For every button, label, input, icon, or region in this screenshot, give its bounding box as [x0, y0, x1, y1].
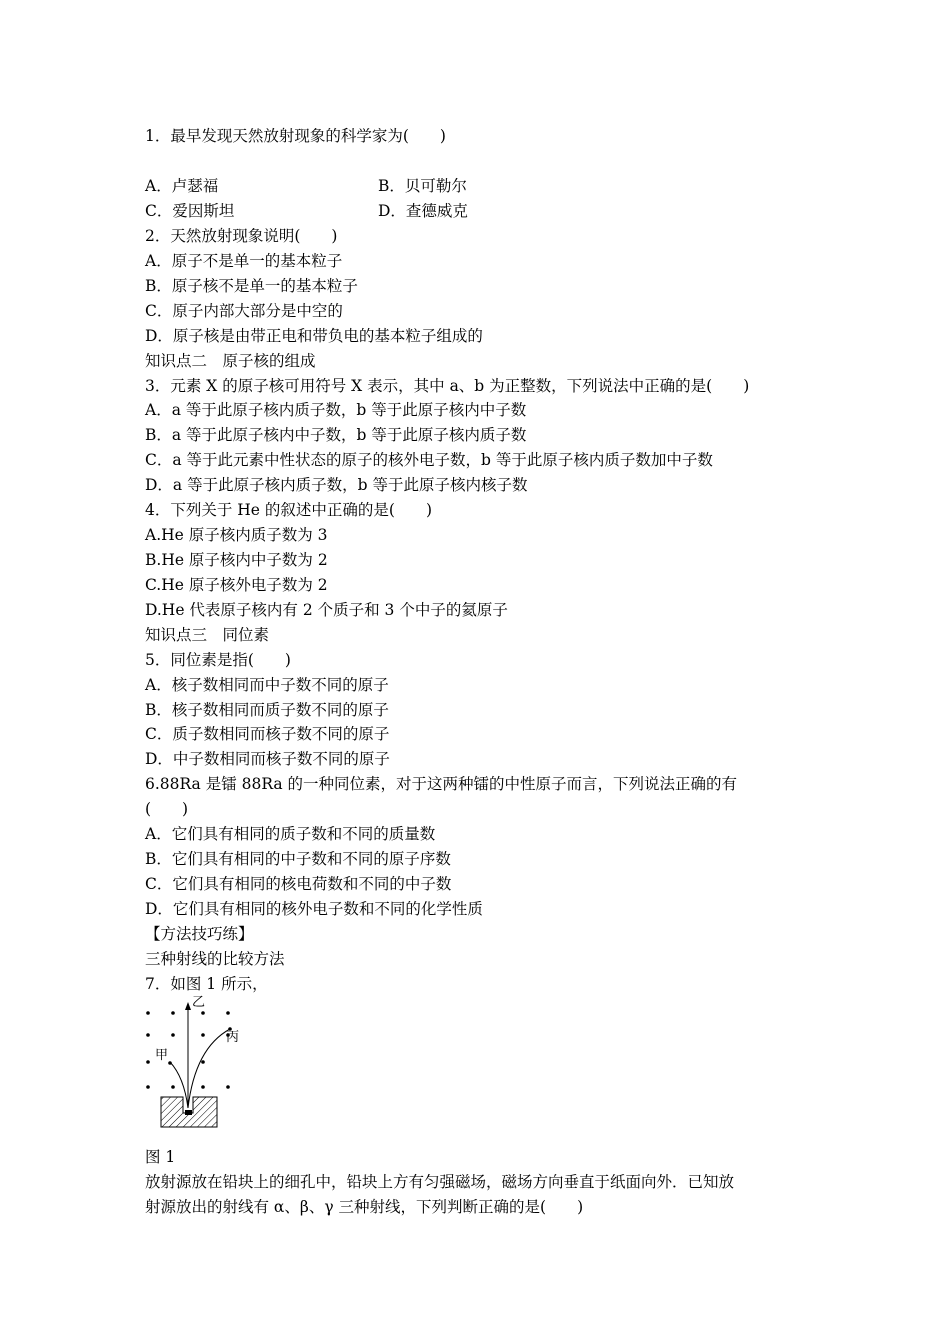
- ray-bing: [188, 1029, 230, 1108]
- label-yi: 乙: [192, 995, 206, 1010]
- figure-caption: 图 1: [145, 1148, 176, 1166]
- q4-option-c: C.He 原子核外电子数为 2: [145, 576, 328, 594]
- radioactive-source: [185, 1110, 192, 1115]
- q3-stem: 3．元素 X 的原子核可用符号 X 表示，其中 a、b 为正整数，下列说法中正确的是( ): [145, 377, 750, 395]
- q1-option-d: D．查德威克: [378, 202, 468, 220]
- q1-option-c: C．爱因斯坦: [145, 202, 235, 220]
- q2-stem: 2．天然放射现象说明( ): [145, 227, 338, 245]
- q6-option-a: A．它们具有相同的质子数和不同的质量数: [145, 825, 436, 843]
- q3-option-d: D．a 等于此原子核内质子数，b 等于此原子核内核子数: [145, 476, 528, 494]
- q1-option-b: B．贝可勒尔: [378, 177, 467, 195]
- q4-stem: 4．下列关于 He 的叙述中正确的是( ): [145, 501, 433, 519]
- q7-text-line1: 放射源放在铅块上的细孔中，铅块上方有匀强磁场，磁场方向垂直于纸面向外．已知放: [145, 1173, 735, 1191]
- q7-text-line2: 射源放出的射线有 α、β、γ 三种射线，下列判断正确的是( ): [145, 1198, 584, 1216]
- q4-option-d: D.He 代表原子核内有 2 个质子和 3 个中子的氦原子: [145, 601, 508, 619]
- label-jia: 甲: [155, 1048, 169, 1063]
- ray-yi-arrow: [185, 1002, 191, 1010]
- section-heading-3: 知识点三 同位素: [145, 626, 270, 644]
- section-heading-2: 知识点二 原子核的组成: [145, 352, 316, 370]
- q5-stem: 5．同位素是指( ): [145, 651, 291, 669]
- q3-option-a: A．a 等于此原子核内质子数，b 等于此原子核内中子数: [145, 401, 527, 419]
- q6-option-c: C．它们具有相同的核电荷数和不同的中子数: [145, 875, 452, 893]
- q5-option-c: C．质子数相同而核子数不同的原子: [145, 725, 390, 743]
- q4-option-b: B.He 原子核内中子数为 2: [145, 551, 328, 569]
- q3-option-b: B．a 等于此原子核内中子数，b 等于此原子核内质子数: [145, 426, 527, 444]
- q4-option-a: A.He 原子核内质子数为 3: [145, 526, 328, 544]
- method-heading: 【方法技巧练】: [145, 925, 254, 943]
- q1-option-a: A．卢瑟福: [145, 177, 219, 195]
- q2-option-a: A．原子不是单一的基本粒子: [145, 252, 343, 270]
- q2-option-d: D．原子核是由带正电和带负电的基本粒子组成的: [145, 327, 483, 345]
- magnetic-field-figure: [140, 993, 250, 1133]
- q7-stem: 7．如图 1 所示，: [145, 975, 268, 993]
- q6-stem-line1: 6.88Ra 是镭 88Ra 的一种同位素，对于这两种镭的中性原子而言，下列说法正确的有: [145, 775, 738, 793]
- q3-option-c: C．a 等于此元素中性状态的原子的核外电子数，b 等于此原子核内质子数加中子数: [145, 451, 713, 469]
- q2-option-b: B．原子核不是单一的基本粒子: [145, 277, 358, 295]
- method-topic: 三种射线的比较方法: [145, 950, 285, 968]
- q6-stem-line2: ( ): [145, 800, 189, 818]
- q5-option-d: D．中子数相同而核子数不同的原子: [145, 750, 390, 768]
- q6-option-d: D．它们具有相同的核外电子数和不同的化学性质: [145, 900, 483, 918]
- q5-option-a: A．核子数相同而中子数不同的原子: [145, 676, 389, 694]
- q5-option-b: B．核子数相同而质子数不同的原子: [145, 701, 389, 719]
- q1-stem: 1．最早发现天然放射现象的科学家为( ): [145, 127, 446, 145]
- label-bing: 丙: [226, 1030, 240, 1045]
- q6-option-b: B．它们具有相同的中子数和不同的原子序数: [145, 850, 451, 868]
- q2-option-c: C．原子内部大部分是中空的: [145, 302, 343, 320]
